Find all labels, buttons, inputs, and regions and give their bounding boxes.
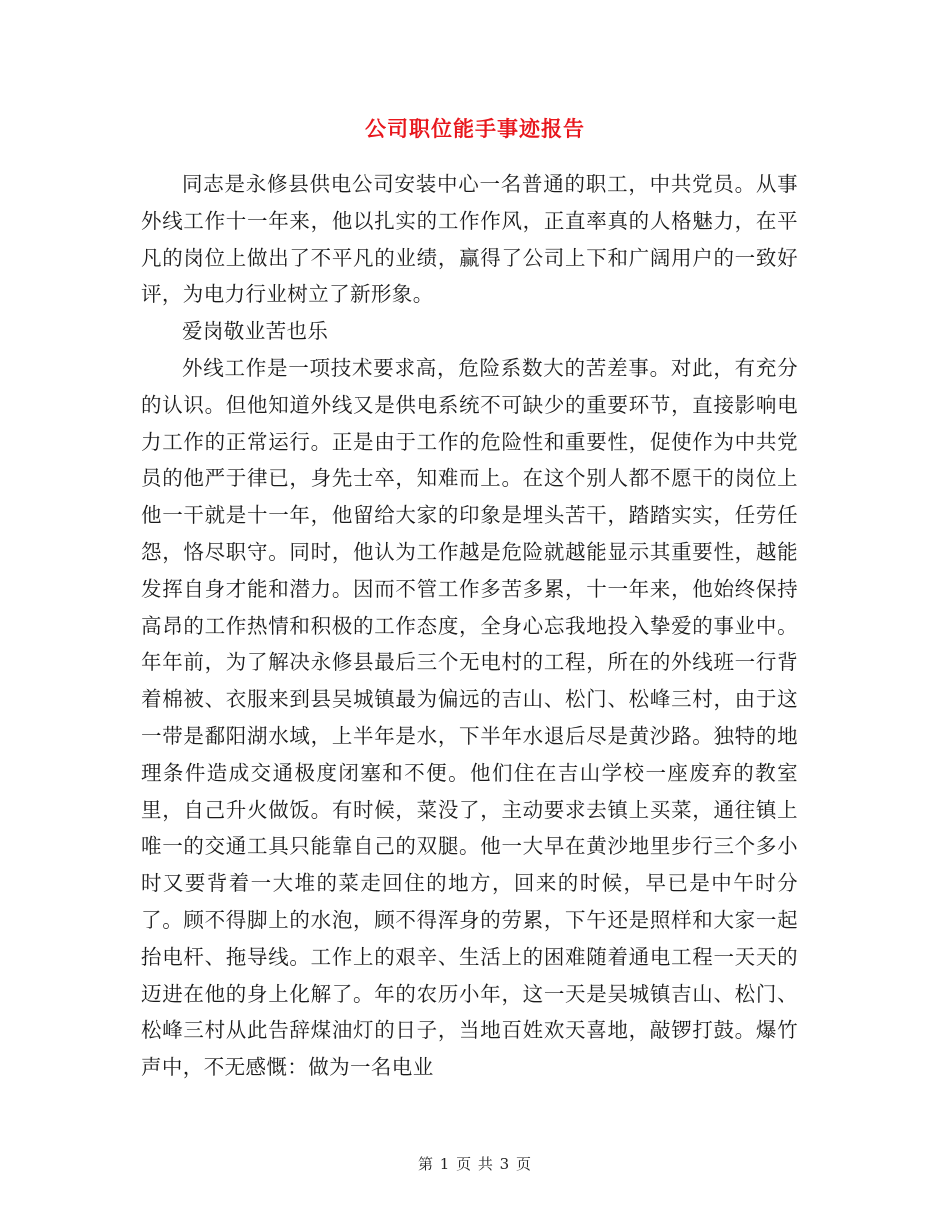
page-number: 第 1 页 共 3 页 — [418, 1155, 532, 1173]
document-title: 公司职位能手事迹报告 — [365, 116, 585, 141]
intro-paragraph: 同志是永修县供电公司安装中心一名普通的职工，中共党员。从事外线工作十一年来，他以扎实的工作作风，正直率真的人格魅力，在平凡的岗位上做出了不平凡的业绩，赢得了公司上下和广阔用户的一致好评，为电力行业树立了新形象。 — [141, 172, 798, 307]
section-heading: 爱岗敬业苦也乐 — [182, 319, 329, 344]
document-body — [141, 166, 798, 1086]
body-paragraph: 外线工作是一项技术要求高，危险系数大的苦差事。对此，有充分的认识。但他知道外线又是供电系统不可缺少的重要环节，直接影响电力工作的正常运行。正是由于工作的危险性和重要性，促使作为中共党员的他严于律已，身先士卒，知难而上。在这个别人都不愿干的岗位上他一干就是十一年，他留给大家的印象是埋头苦干，踏踏实实，任劳任怨，恪尽职守。同时，他认为工作越是危险就越能显示其重要性，越能发挥自身才能和潜力。因而不管工作多苦多累，十一年来，他始终保持高昂的工作热情和积极的工作态度，全身心忘我地投入挚爱的事业中。年年前，为了解决永修县最后三个无电村的工程，所在的外线班一行背着棉被、衣服来到县吴城镇最为偏远的吉山、松门、松峰三村，由于这一带是鄱阳湖水域，上半年是水，下半年水退后尽是黄沙路。独特的地理条件造成交通极度闭塞和不便。他们住在吉山学校一座废弃的教室里，自己升火做饭。有时候，菜没了，主动要求去镇上买菜，通往镇上唯一的交通工具只能靠自己的双腿。他一大早在黄沙地里步行三个多小时又要背着一大堆的菜走回住的地方，回来的时候，早已是中午时分了。顾不得脚上的水泡，顾不得浑身的劳累，下午还是照样和大家一起抬电杆、拖导线。工作上的艰辛、生活上的困难随着通电工程一天天的迈进在他的身上化解了。年的农历小年，这一天是吴城镇吉山、松门、松峰三村从此告辞煤油灯的日子，当地百姓欢天喜地，敲锣打鼓。爆竹声中，不无感慨：做为一名电业 — [141, 355, 798, 1080]
